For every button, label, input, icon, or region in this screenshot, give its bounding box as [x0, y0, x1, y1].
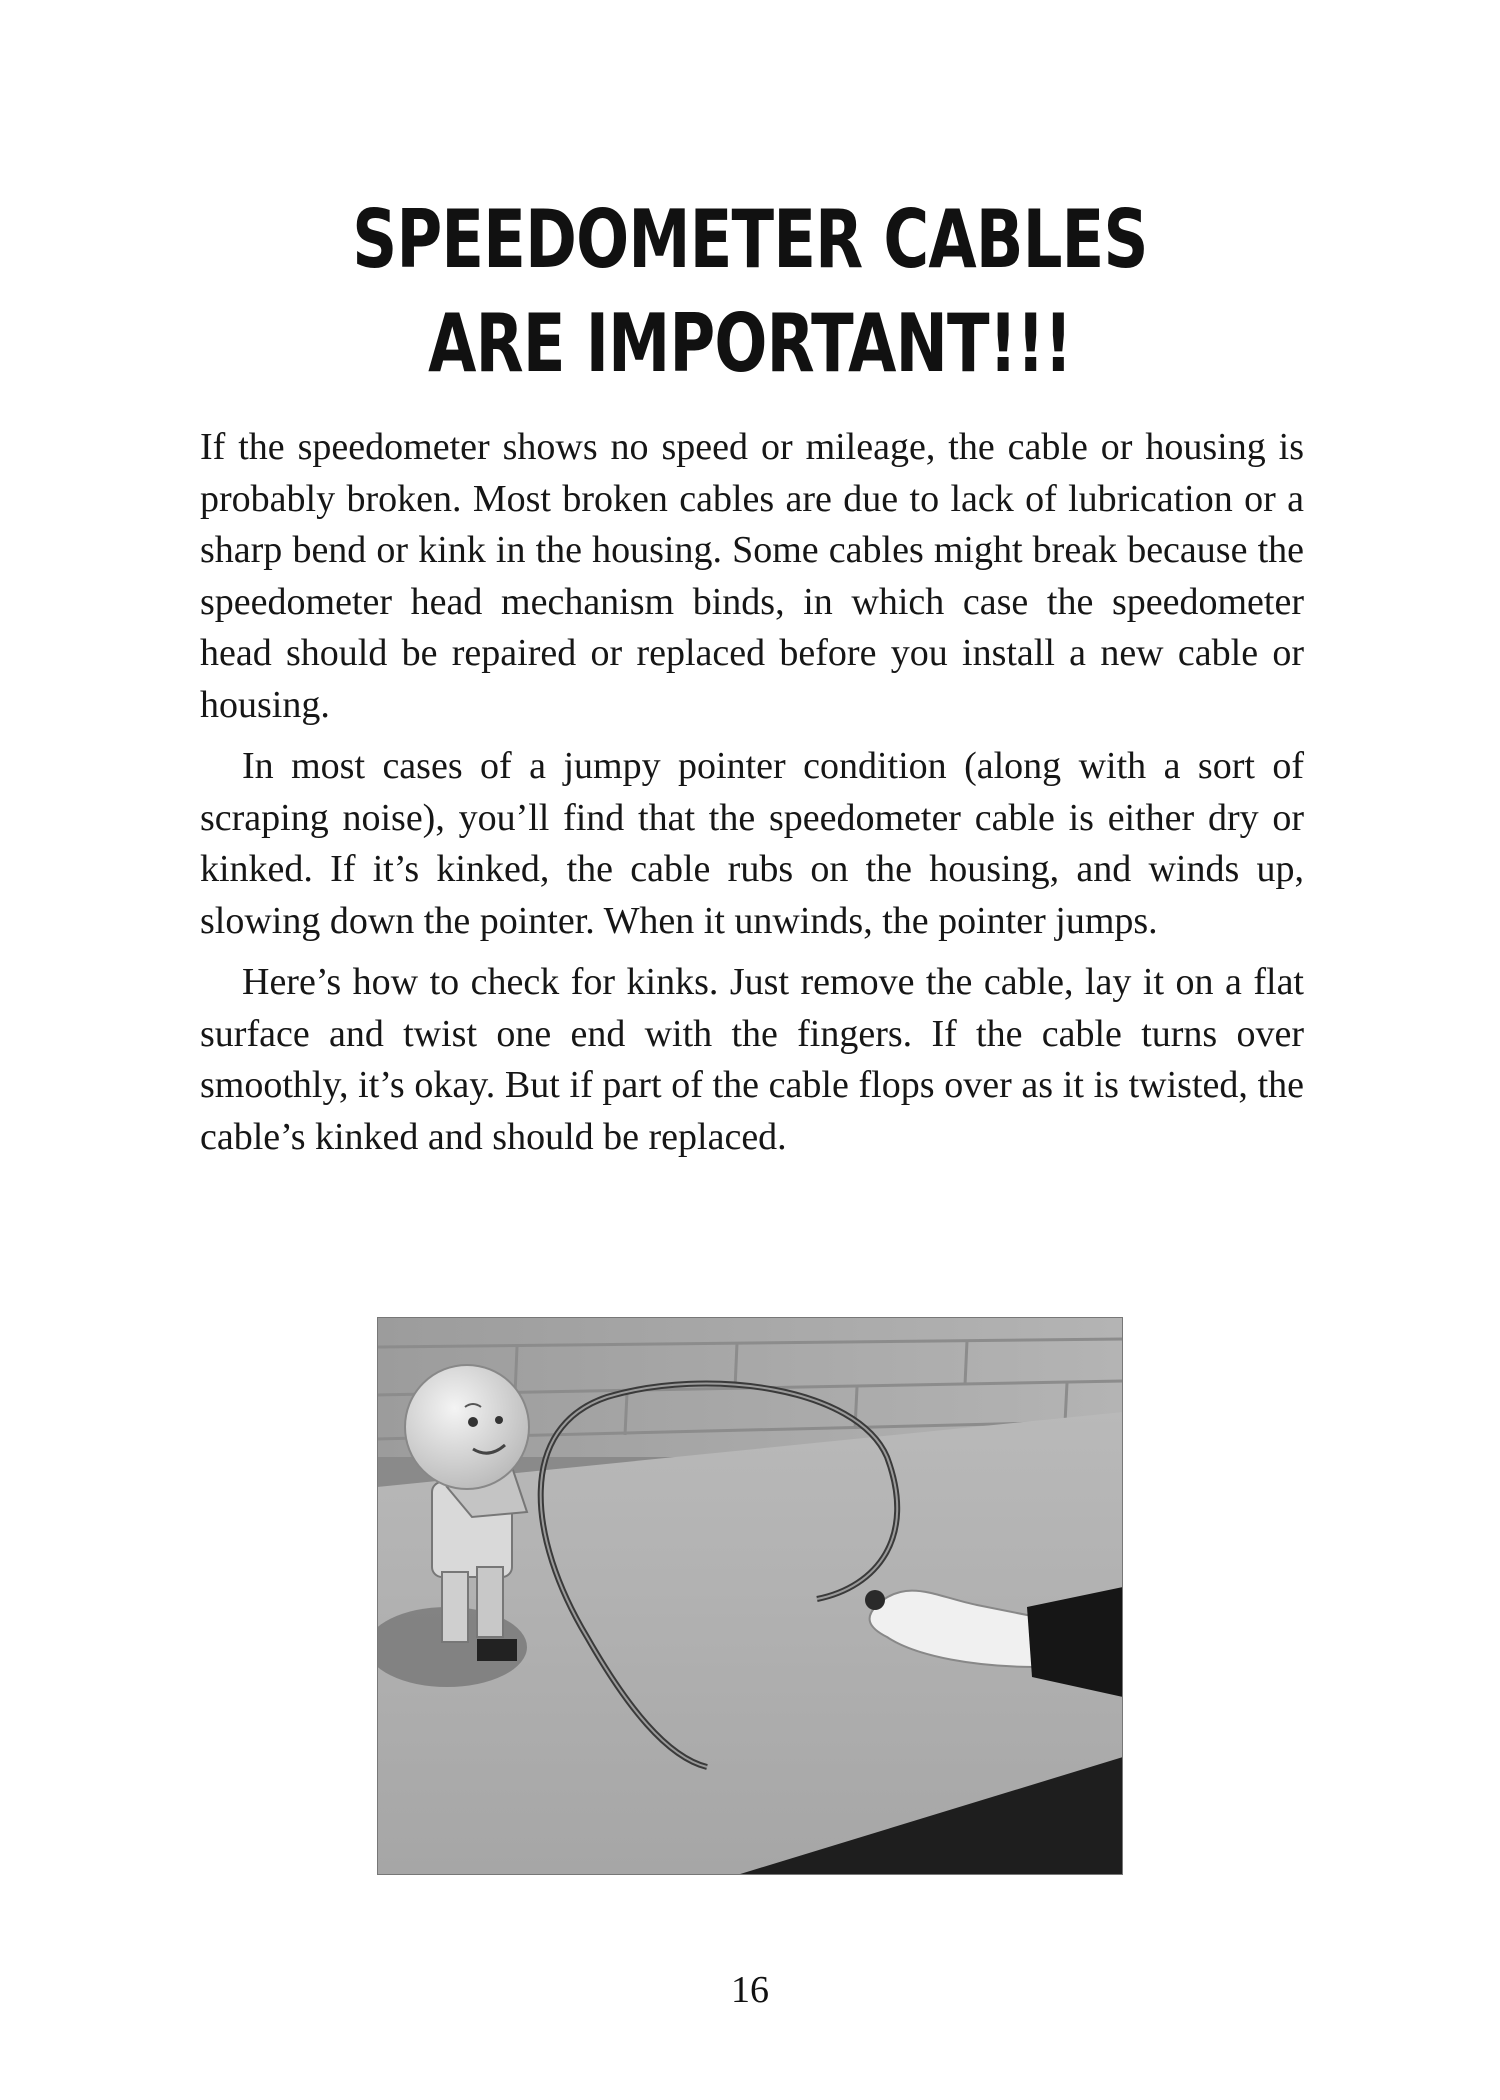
page-number: 16: [731, 1969, 769, 2011]
body-text: [200, 422, 1304, 1173]
title-line-1: SPEEDOMETER CABLES: [352, 193, 1148, 286]
paragraph-1: If the speedometer shows no speed or mileage, the cable or housing is probably broken. Most broken cables are due to lack of lubrication or a sharp bend or kink in the housing. Some cables might break because the speedometer head mechanism binds, in which case the speedometer head should be repaired or replaced before you install a new cable or housing.: [200, 426, 1304, 726]
illustration-photo: [377, 1317, 1123, 1875]
paragraph-2: In most cases of a jumpy pointer condition (along with a sort of scraping noise), you’ll find that the speedometer cable is either dry or kinked. If it’s kinked, the cable rubs on the housing, and winds up, slowing down the pointer. When it unwinds, the pointer jumps.: [200, 745, 1304, 942]
photo-drawing: [377, 1317, 1123, 1875]
title-line-2: ARE IMPORTANT!!!: [428, 297, 1072, 390]
paragraph-3: Here’s how to check for kinks. Just remove the cable, lay it on a flat surface and twist one end with the fingers. If the cable turns over smoothly, it’s okay. But if part of the cable flops over as it is twisted, the cable’s kinked and should be replaced.: [200, 961, 1304, 1158]
page-title: [165, 188, 1335, 396]
